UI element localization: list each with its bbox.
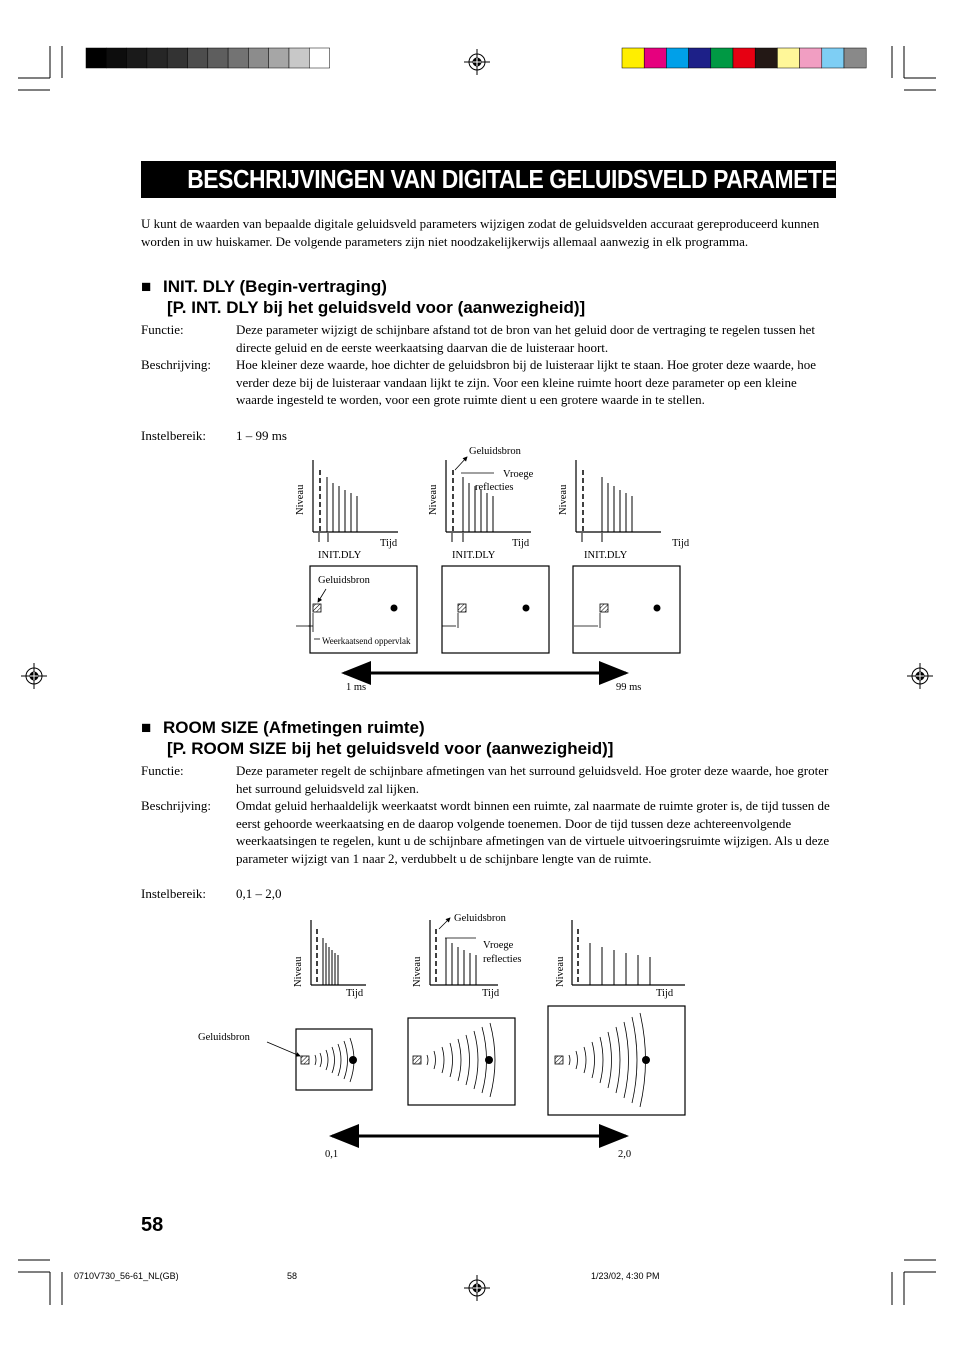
- room-graph-3: [572, 920, 685, 985]
- x-axis-label: Tijd: [380, 538, 398, 549]
- section1-instelbereik: Instelbereik: 1 – 99 ms: [141, 428, 287, 443]
- y-axis-label: Niveau: [293, 956, 304, 987]
- room-box-small: [267, 1029, 372, 1090]
- x-axis-label: Tijd: [482, 988, 500, 999]
- room-box-medium: [408, 1018, 515, 1105]
- color-swatch: [777, 48, 799, 68]
- x-axis-label: Tijd: [672, 538, 690, 549]
- color-swatch: [800, 48, 822, 68]
- delay-label: INIT.DLY: [584, 550, 628, 561]
- delay-label: INIT.DLY: [318, 550, 362, 561]
- delay-label: INIT.DLY: [452, 550, 496, 561]
- section1-functie: Functie: Deze parameter wijzigt de schijnbare afstand tot de bron van het geluid door de vertraging te regelen tussen het directe geluid en de eerste weerkaatsing daarvan die de luisteraar hoort.: [141, 322, 816, 355]
- init-dly-figure: [0, 440, 954, 700]
- gray-swatch: [86, 48, 106, 68]
- color-swatch: [755, 48, 777, 68]
- footer-timestamp: 1/23/02, 4:30 PM: [591, 1271, 660, 1281]
- x-axis-label: Tijd: [656, 988, 674, 999]
- source-label: Geluidsbron: [469, 446, 521, 457]
- y-axis-label: Niveau: [428, 484, 439, 515]
- section1-beschrijving: Beschrijving: Hoe kleiner deze waarde, hoe dichter de geluidsbron bij de luisteraar lijkt te staan. Hoe groter deze waarde, hoe verder deze bij de luisteraar vandaan lijkt te zijn. Voor een kleine ruimte hoort deze parameter op een kleine waarde ingesteld te worden, voor een grote ruimte dient u een grotere waarde in te stellen.: [141, 357, 817, 408]
- color-swatch: [622, 48, 644, 68]
- color-swatch: [666, 48, 688, 68]
- early-reflections-label: Vroege: [483, 940, 514, 951]
- y-axis-label: Niveau: [295, 484, 306, 515]
- range-min-label: 0,1: [325, 1149, 339, 1160]
- reflecting-surface-label: Weerkaatsend oppervlak: [322, 636, 411, 646]
- delay-graph-3: [576, 460, 661, 542]
- early-reflections-label: reflecties: [475, 482, 514, 493]
- x-axis-label: Tijd: [512, 538, 530, 549]
- gray-swatch: [248, 48, 268, 68]
- section2-instelbereik: Instelbereik: 0,1 – 2,0: [141, 886, 282, 901]
- y-axis-label: Niveau: [555, 956, 566, 987]
- page-number: 58: [141, 1214, 164, 1236]
- range-max-label: 2,0: [618, 1149, 632, 1160]
- color-swatch: [711, 48, 733, 68]
- gray-swatch: [228, 48, 248, 68]
- color-swatch: [822, 48, 844, 68]
- delay-graph-1: [313, 460, 398, 542]
- section2-heading: ■ ROOM SIZE (Afmetingen ruimte) [P. ROOM SIZE bij het geluidsveld voor (aanwezigheid)]: [141, 718, 614, 758]
- y-axis-label: Niveau: [558, 484, 569, 515]
- gray-swatch: [208, 48, 228, 68]
- footer-file-name: 0710V730_56-61_NL(GB): [74, 1271, 179, 1281]
- room-box-3: [573, 566, 680, 653]
- room-box-large: [548, 1006, 685, 1115]
- intro-paragraph: U kunt de waarden van bepaalde digitale geluidsveld parameters wijzigen zodat de geluidsvelden accuraat gereproduceerd kunnen worden in uw huiskamer. De volgende parameters zijn niet noodzakelijkerwijs allemaal aanwezig in elk programma.: [141, 216, 820, 249]
- color-swatch: [733, 48, 755, 68]
- range-min-label: 1 ms: [346, 682, 367, 693]
- gray-swatch: [106, 48, 126, 68]
- room-size-figure: [0, 905, 954, 1165]
- source-label: Geluidsbron: [318, 575, 370, 586]
- color-swatch: [844, 48, 866, 68]
- room-box-2: [442, 566, 549, 653]
- x-axis-label: Tijd: [346, 988, 364, 999]
- early-reflections-label: Vroege: [503, 469, 534, 480]
- gray-swatch: [188, 48, 208, 68]
- source-label: Geluidsbron: [198, 1032, 250, 1043]
- bullet-square-icon: ■: [141, 718, 152, 737]
- gray-swatch: [269, 48, 289, 68]
- early-reflections-label: reflecties: [483, 954, 522, 965]
- room-graph-2: [430, 918, 498, 985]
- y-axis-label: Niveau: [412, 956, 423, 987]
- page-title: BESCHRIJVINGEN VAN DIGITALE GELUIDSVELD PARAMETERS: [141, 161, 836, 198]
- color-swatch: [644, 48, 666, 68]
- section1-heading: ■ INIT. DLY (Begin-vertraging) [P. INT. DLY bij het geluidsveld voor (aanwezigheid)]: [141, 277, 586, 317]
- footer-page: 58: [287, 1271, 298, 1281]
- room-graph-1: [311, 920, 366, 985]
- section2-functie: Functie: Deze parameter regelt de schijnbare afmetingen van het surround geluidsveld. Hoe groter deze waarde, hoe groter het surround geluidsveld zal lijken.: [141, 763, 829, 796]
- bullet-square-icon: ■: [141, 277, 152, 296]
- gray-swatch: [309, 48, 329, 68]
- gray-swatch: [167, 48, 187, 68]
- color-swatch: [689, 48, 711, 68]
- range-max-label: 99 ms: [616, 682, 642, 693]
- source-label: Geluidsbron: [454, 913, 506, 924]
- section2-beschrijving: Beschrijving: Omdat geluid herhaaldelijk weerkaatst wordt binnen een ruimte, zal naarmate de ruimte groter is, de tijd tussen de eerst gehoorde weerkaatsing en de daarop volgende toenemen. Door de tijd tussen deze achtereenvolgende weerkaatsingen te regelen, kunt u de schijnbare afmetingen van de virtuele uitvoeringsruimte wijzigen. Als u deze parameter wijzigt van 1 naar 2, verdubbelt u de schijnbare lengte van de ruimte.: [141, 798, 830, 866]
- gray-swatch: [127, 48, 147, 68]
- gray-swatch: [289, 48, 309, 68]
- gray-swatch: [147, 48, 167, 68]
